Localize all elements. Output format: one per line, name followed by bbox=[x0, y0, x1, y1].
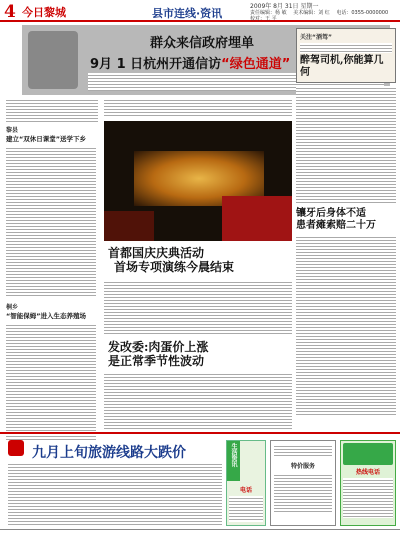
newspaper-brand: 今日黎城 bbox=[22, 6, 66, 19]
center-headline-1a: 首都国庆庆典活动 bbox=[108, 246, 205, 260]
ad-phone-label: 电话 bbox=[239, 487, 252, 494]
ad-green-body bbox=[343, 478, 393, 518]
meta-proofreader: 校对：王 平 bbox=[250, 16, 277, 22]
right-headline-2b: 患者瘫索赔二十万 bbox=[296, 220, 376, 231]
banner-headline-1: 群众来信政府埋单 bbox=[150, 36, 255, 51]
center-headline-1b: 首场专项演练今晨结束 bbox=[114, 260, 235, 274]
banner-headline-2-quote: “绿色通道” bbox=[221, 57, 291, 72]
page-footer bbox=[0, 529, 400, 539]
bottom-body bbox=[8, 462, 222, 526]
center-headline-2a: 发改委:肉蛋价上涨 bbox=[108, 340, 209, 354]
ad-services-top bbox=[274, 444, 332, 458]
center-article-2 bbox=[108, 340, 292, 368]
ad-green-banner bbox=[343, 443, 393, 465]
meta-designer: 美术编辑：刘 红 bbox=[293, 10, 330, 16]
right-headline-1: 醉驾司机,你能算几何 bbox=[300, 55, 384, 78]
ad-life-label: 生活资讯 bbox=[227, 441, 240, 481]
banner-headline-2-prefix: 9月 1 日杭州开通信访 bbox=[90, 57, 222, 72]
center-article-2-body bbox=[104, 372, 292, 430]
ad-services bbox=[270, 440, 336, 526]
header-meta bbox=[250, 4, 395, 22]
left-top-text bbox=[6, 98, 98, 122]
center-headline-2b: 是正常季节性波动 bbox=[108, 354, 205, 368]
article-1-body bbox=[6, 146, 96, 296]
issue-date: 2009年 8月 31日 星期一 bbox=[250, 3, 319, 10]
ad-green-right bbox=[340, 440, 396, 526]
banner-illustration bbox=[28, 31, 78, 89]
tiananmen-night-photo bbox=[104, 121, 292, 241]
article-2-body bbox=[6, 323, 96, 441]
right-article-2-body bbox=[296, 235, 396, 415]
column-label: 关注“酒驾” bbox=[300, 34, 332, 41]
ad-services-label: 特价服务 bbox=[290, 463, 315, 470]
meta-phone: 电话：0355-0000000 bbox=[336, 10, 389, 16]
ad-services-body bbox=[274, 473, 332, 513]
section-title: 县市连线·资讯 bbox=[152, 7, 223, 20]
banner-headline-2 bbox=[90, 53, 290, 72]
drunk-driving-box bbox=[296, 28, 396, 83]
center-top-text bbox=[104, 98, 292, 118]
article-2-title: “智能保姆”进入生态养殖场 bbox=[6, 312, 87, 320]
right-column bbox=[296, 28, 396, 415]
right-article-1-body bbox=[296, 86, 396, 204]
ad-life-info bbox=[226, 440, 266, 526]
ad-phone-lines bbox=[229, 496, 263, 522]
center-article-1 bbox=[108, 246, 292, 274]
box-intro bbox=[300, 43, 392, 53]
bottom-headline: 九月上旬旅游线路大跌价 bbox=[32, 445, 186, 461]
article-1-title: 建立“双休日课堂”送学下乡 bbox=[6, 135, 87, 143]
ad-hotline-label: 热线电话 bbox=[355, 469, 380, 476]
bottom-logo-icon bbox=[8, 440, 24, 456]
kicker-2: 桐乡 bbox=[6, 304, 19, 311]
left-column bbox=[6, 125, 96, 441]
page-number: 4 bbox=[4, 2, 16, 22]
kicker-1: 黎县 bbox=[6, 127, 19, 134]
center-article-1-body bbox=[104, 280, 292, 336]
right-headline-2a: 镶牙后身体不适 bbox=[296, 208, 366, 219]
meta-editor: 责任编辑：杨 敏 bbox=[250, 10, 287, 16]
